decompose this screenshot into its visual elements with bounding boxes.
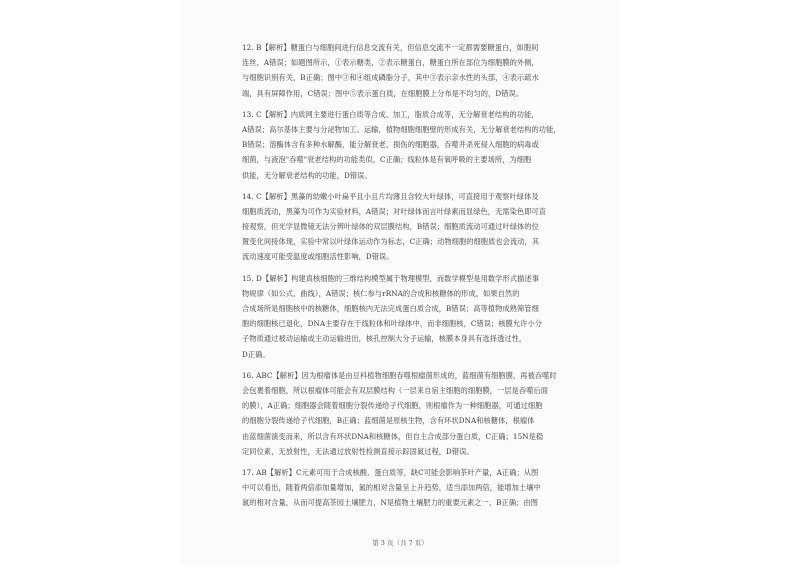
answer-document <box>242 40 572 510</box>
text-line: D正确。 <box>242 349 270 359</box>
text-line: 14. C【解析】黑藻的幼嫩小叶扁平且小且片均薄且含较大叶绿体，可直接用于观察叶绿体及 <box>242 191 539 201</box>
text-line: 供能，无分解衰老结构的功能，D错误。 <box>242 170 372 180</box>
text-line: 物规律（如公式、曲线），A错误；核仁参与rRNA的合成和核糖体的形成，如果自然的 <box>242 288 520 298</box>
answer-paragraph-q16 <box>242 368 572 459</box>
text-line: 会包裹着细胞，所以根瘤体可能会有双层膜结构（一层来自宿主细胞的细胞膜，一层是吞噬后面 <box>242 385 549 395</box>
text-line: 的细胞分裂传递给子代细胞，B正确；蓝细菌是原核生物，含有环状DNA和核糖体，根瘤体 <box>242 416 535 426</box>
text-line: 置变化间接体现，实验中常以叶绿体运动作为标志，C正确；动物细胞的细胞质也会流动，其 <box>242 237 540 247</box>
text-line: 合成场所是细胞核中的核糖体，细胞核内无法完成蛋白质合成，B错误；高等植物成熟筛管细 <box>242 304 539 313</box>
text-line: 细胞质流动，黑藻为可作为实验材料，A错误；对叶绿体而言叶绿素而显绿色，无需染色即可直 <box>242 206 547 216</box>
answer-paragraph-q12 <box>242 40 572 101</box>
text-line: 细菌，与液泡"吞噬"衰老结构的功能类似，C正确；线粒体是有氧呼吸的主要场所，为细胞 <box>242 155 532 165</box>
text-line: 17. AB【解析】C元素可用于合成核酸、蛋白质等，缺C可能会影响茶叶产量，A正确；从图 <box>242 467 539 477</box>
text-line: 端，具有屏障作用，C错误；图中⑤表示蛋白质，在细胞膜上分布是不均匀的，D错误。 <box>242 88 524 98</box>
page-footer: 第 3 页（共 7 页） <box>372 539 428 547</box>
answer-paragraph-q14 <box>242 189 572 265</box>
text-line: 15. D【解析】构建真核细胞的三维结构模型属于物理模型，而数学模型是用数学形式描述事 <box>242 273 539 283</box>
text-line: 12. B【解析】糖蛋白与细胞间进行信息交流有关，但信息交流不一定都需要糖蛋白，如胞间 <box>242 43 539 52</box>
text-line: 流动速度可能受温度或细胞活性影响，D错误。 <box>242 252 394 262</box>
answer-paragraph-q13 <box>242 107 572 183</box>
text-line: 子物质通过被动运输或主动运输进出，核孔控制大分子运输，核膜本身具有选择透过性， <box>242 334 527 344</box>
answer-paragraph-q15 <box>242 271 572 362</box>
text-line: 由蓝细菌演变而来，所以含有环状DNA和核糖体，但自主合成部分蛋白质，C正确；15N是稳 <box>242 431 544 441</box>
text-line: 胞的细胞核已退化，DNA主要存在于线粒体和叶绿体中，而非细胞核，C错误；核膜允许小分 <box>242 319 543 329</box>
text-line: 连丝，A错误；如题图所示，①表示糖类，②表示糖蛋白，糖蛋白所在部位为细胞膜的外侧， <box>242 58 539 68</box>
text-line: 氮的相对含量，从而可提高茶园土壤肥力，N是植物土壤肥力的重要元素之一，B正确；由图 <box>242 498 538 508</box>
text-line: 与细胞识别有关，B正确；图中③和④组成磷脂分子，其中③表示亲水性的头部，④表示疏水 <box>242 73 539 83</box>
text-line: 中可以看出，随着两倍添加量增加，氮的相对含量呈上升趋势，适当添加两倍，能增加土壤中 <box>242 483 541 493</box>
text-line: 13. C【解析】内质网主要进行蛋白质等合成、加工，脂质合成等，无分解衰老结构的功能， <box>242 109 539 119</box>
text-line: B错误；溶酶体含有多种水解酶，能分解衰老、损伤的细胞器，吞噬并杀死侵入细胞的病毒或 <box>242 140 539 150</box>
answer-paragraph-q17 <box>242 465 572 511</box>
text-line: 定同位素，无放射性，无法通过放射性检测直接示踪固氮过程，D错误。 <box>242 446 474 456</box>
text-line: 16. ABC【解析】因为根瘤体是由豆科植物细胞吞噬根瘤菌形成的，蓝细菌有细胞膜，再被吞噬时 <box>242 370 557 380</box>
text-line: 接观察，但光学显微镜无法分辨叶绿体的双层膜结构，B错误；细胞质流动可通过叶绿体的位 <box>242 222 539 232</box>
text-line: A错误；高尔基体主要与分泌物加工、运输，植物细胞细胞壁的形成有关，无分解衰老结构的功能， <box>242 124 561 134</box>
text-line: 的膜），A正确；细胞器会随着细胞分裂传递给子代细胞，则根瘤作为一种细胞器，可通过细胞 <box>242 401 543 411</box>
